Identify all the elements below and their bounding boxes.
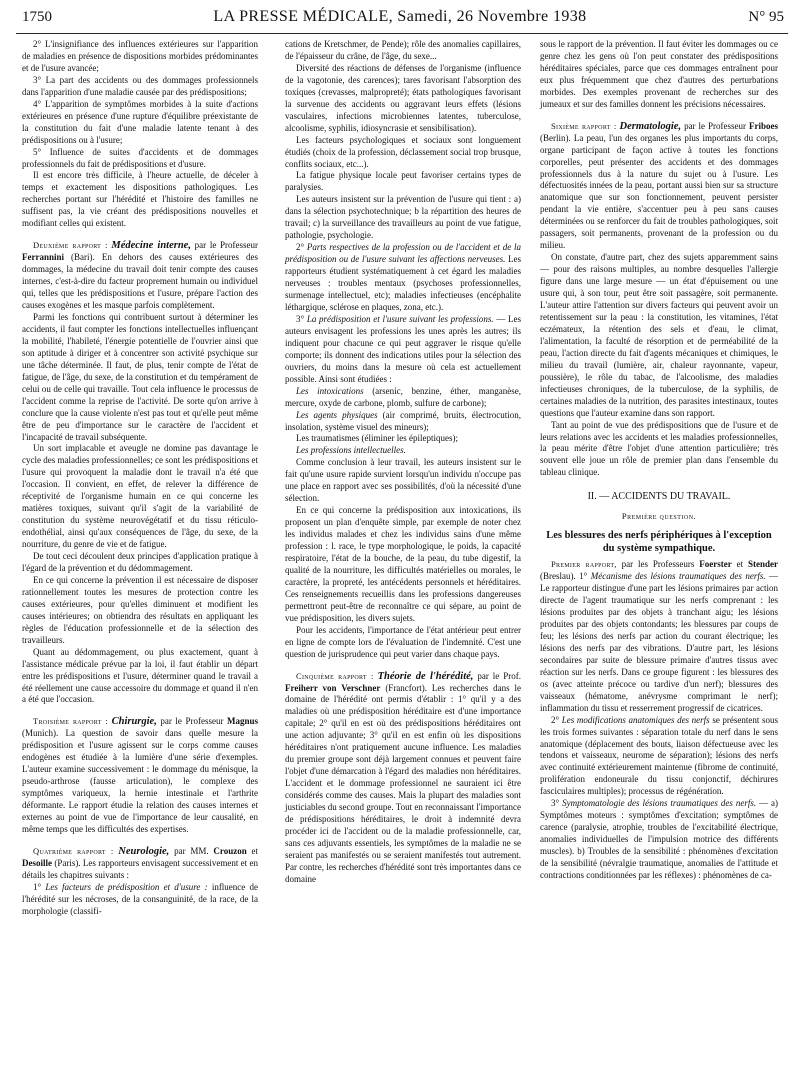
column-middle (285, 39, 521, 886)
author-name: Foerster (699, 559, 732, 570)
author-name: Friboes (749, 120, 778, 131)
author-name: Crouzon (213, 845, 247, 856)
paragraph: 5° Influence de suites d'accidents et de dommages professionnels du fait de prédispositions et d'usure. (22, 146, 258, 169)
paragraph: 2° L'insignifiance des influences extérieures sur l'apparition de maladies en présence de dispositions morbides prédominantes et de l'usure avancée; (22, 39, 258, 73)
subject-title: Les blessures des nerfs périphériques à l'exception du système sympathique. (546, 530, 772, 555)
issue-number: N° 95 (748, 9, 784, 25)
column-right (540, 39, 778, 882)
report-paragraph: Sixième rapport : Dermatologie, par le Professeur Friboes (Berlin). La peau, l'un des organes les plus importants du corps, organe participant de façon active à toutes les fonctions corporelles, peut présenter des accidents et des dommages professionnels dus à la nature du sujet ou à l'usure. Les défectuosités innées de la peau, portant aussi bien sur sa structure anatomique que sur son fonctionnement, peuvent persister pendant la vie entière, s'accentuer peu à peu sans causes déterminées ou se renforcer du fait de troubles pathologiques, soit passagers, soit permanents, provenant de la profession ou du milieu. (540, 120, 778, 251)
paragraph: cations de Kretschmer, de Pende); rôle des anomalies capillaires, de l'épaisseur du crâne, de l'âge, du sexe... (285, 39, 521, 61)
paragraph: Quant au dédommagement, ou plus exactement, quant à l'assistance médicale prévue par la loi, il faut établir un départ entre les prédispositions et l'usure, déterminer quand le travail a été réellement une cause accessoire du dommage et quand il n'en a été que l'occasion. (22, 646, 258, 705)
report-label: Premier rapport, (551, 559, 617, 570)
report-title: Dermatologie, (619, 120, 682, 132)
report-paragraph: Deuxième rapport : Médecine interne, par le Professeur Ferrannini (Bari). En dehors des causes extérieures des dommages, la médecine du travail doit tenir compte des causes internes, c'est-à-dire du facteur proprement humain ou individuel qui, telles que les prédispositions et l'usure, prépare l'action des causes exogènes et les masque parfois complètement. (22, 240, 258, 311)
report-label: Troisième rapport : (33, 716, 109, 727)
report-paragraph: Premier rapport, par les Professeurs Foerster et Stender (Breslau). 1° Mécanisme des lésions traumatiques des nerfs. — Le rapporteur distingue d'une part les lésions primaires par action directe de l'agent traumatique sur les nerfs comprenant : les lésions produites par des objets à tranchant aigu; les lésions produites par des objets contondants; les blessures par coups de feu; les lésions des nerfs par action du courant électrique; les lésions des nerfs par des vibrations. D'autre part, les lésions secondaires par suite de blessure primaire d'autres tissus avec réaction sur les nerfs. Dans ce groupe figurent : les blessures des os (avec atteinte précoce ou tardive d'un nerf); blessures des vaisseaux (hématome, anévrysme comprimant le nerf); inflammation du tissu et resserrement progressif de cicatrices. (540, 559, 779, 713)
list-item: Les traumatismes (éliminer les épileptiques); (296, 433, 458, 444)
list-item: 3° La prédisposition et l'usure suivant les professions. — Les auteurs envisagent les professions les unes après les autres; ils indiquent pour chacune ce qui peut aggraver le risque qu'elle comporte; ils donnent des indications utiles pour la sélection des ouvriers, du moins dans la mesure où cela est actuellement possible. Ainsi sont étudiées : (285, 313, 522, 384)
paragraph: Diversité des réactions de défenses de l'organisme (influence de la vagotonie, des carences); tares favorisant l'absorption des toxiques (crevasses, malpropreté); états pathologiques favorisant la survenue des accidents ou aggravant leurs effets (lésions vasculaires, infections microbiennes latentes, tuberculose, alcoolisme, syphilis, idiosyncrasie et sensibilisation). (285, 62, 521, 133)
paragraph: La fatigue physique locale peut favoriser certains types de paralysies. (285, 170, 521, 193)
report-title: Chirurgie, (111, 716, 157, 728)
author-name: Ferrannini (22, 252, 64, 263)
paragraph: On constate, d'autre part, chez des sujets apparemment sains — pour des raisons multiples, au nombre desquelles l'allergie figure dans une large mesure — un état d'épuisement ou une usure qui, à son tour, peut être soit passagère, soit permanente. L'auteur attire l'attention sur divers facteurs qui peuvent avoir un retentissement sur la peau : la constitution, les vitamines, l'état eczémateux, la rétention des sels et d'eau, le climat, l'alimentation, la faculté de résorption et de perméabilité de la peau, l'action directe du fait d'agents mécaniques et chimiques, le milieu du travail (lumière, air, chaleur rayonnante, vapeur, poussière), le rôle du tabac, de l'alcoolisme, des maladies infectieuses chroniques, de la tuberculose, de la syphilis, de certaines maladies de la nutrition, des parasites intestinaux, toutes questions que l'auteur examine dans son rapport. (540, 252, 778, 418)
list-item: Les agents physiques (air comprimé, bruits, électrocution, insolation, système visuel des mineurs); (285, 409, 521, 432)
journal-title: LA PRESSE MÉDICALE, Samedi, 26 Novembre 1938 (213, 8, 587, 25)
paragraph: Parmi les fonctions qui contribuent surtout à déterminer les accidents, il faut compter les fonctions intellectuelles influençant la mobilité, l'habileté, l'énergie potentielle de l'ouvrier ainsi que son aptitude à diriger et à concentrer son activité psychique sur une tâche déterminée. Il faut, de plus, tenir compte de l'état de fatigue, de l'âge, du sexe, de la constitution et du tempérament de celui ou de celle qui travaille. Tout cela influence le processus de l'accident comme la reprise de l'activité. De sorte qu'on arrive à conclure que la cause violente n'est pas tout et qu'elle peut même être de peu d'importance sur le caractère de l'accident et l'incapacité de travail subséquente. (22, 311, 258, 442)
author-name: Magnus (227, 716, 259, 727)
paragraph: De tout ceci découlent deux principes d'application pratique à l'égard de la prévention et du dédommagement. (22, 551, 258, 573)
paragraph: Les auteurs insistent sur la prévention de l'usure qui tient : a) dans la sélection psychotechnique; b la répartition des heures de travail; c) la surveillance des travailleurs au point de vue fatigue, pathologie, psychologie. (285, 194, 521, 241)
paragraph: En ce qui concerne la prévention il est nécessaire de disposer rationnellement toutes les mesures de protection contre les causes extérieures, pour qu'elles diminuent et modifient les causes intérieures; on obtiendra des résultats en appliquant les règles de l'éducation professionnelle et de la sélection des travailleurs. (22, 574, 258, 645)
section-heading: II. — ACCIDENTS DU TRAVAIL. (587, 491, 731, 503)
page-number: 1750 (22, 9, 52, 25)
list-item: 2° Les modifications anatomiques des nerfs se présentent sous les trois formes suivantes : séparation totale du nerf dans le sens anatomique (déplacement des bouts, liaison défectueuse avec les tendons et vaisseaux, neurome de séparation); lésions des nerfs avec continuité extérieurement maintenue (fibrome de continuité, prolifération endoneurale du tissu conjonctif, déchirures fasciculaires multiples); processus de régénération. (540, 714, 779, 797)
paragraph: Tant au point de vue des prédispositions que de l'usure et de leurs relations avec les accidents et les maladies professionnelles, la peau mérite d'être l'objet d'une attention particulière; très souvent elle joue un rôle de premier plan dans l'ensemble du tableau clinique. (540, 419, 778, 478)
column-left (22, 39, 258, 918)
report-paragraph: Cinquième rapport : Théorie de l'hérédité, par le Prof. Freiherr von Verschner (Francfort). Les recherches dans le domaine de l'hérédité ont permis d'établir : 1° qu'il y a des maladies où une prédisposition héréditaire est d'une importance capitale; 2° qu'il en est où des prédispositions héréditaires ont une action adjuvante; 3° qu'il en est enfin où les dispositions héréditaires n'ont pratiquement aucune influence. Les maladies du premier groupe sont déjà largement connues et peuvent faire l'objet d'une démarcation à l'égard des maladies non héréditaires. L'accident et le dommage professionnel ne sauraient ici être considérés comme des causes. Mais la plupart des maladies sont justiciables du second groupe. Tout en reconnaissant l'importance de prédispositions héréditaires, le droit à indemnité devra procéder ici de l'accident ou de la maladie professionnelle, car, sans ces adjuvants essentiels, les symptômes de la maladie ne se seraient pas manifestés ou se seraient manifestés tout autrement. Par contre, les recherches d'hérédité sont très importantes dans ce domaine (285, 670, 522, 884)
paragraph: 3° La part des accidents ou des dommages professionnels dans l'apparition d'une maladie causée par des prédispositions; (22, 74, 258, 97)
list-item: Les professions intellectuelles. (296, 445, 406, 456)
paragraph: En ce qui concerne la prédisposition aux intoxications, ils proposent un plan d'enquête simple, par exemple de noter chez les individus malades et chez les individus sains d'une même profession : l. race, le type morphologique, le poids, la capacité respiratoire, l'état de la bouche, de la peau, du tube digestif, la qualité de la nourriture, les difficultés matérielles ou morales, le caractère, la propreté, les antécédents personnels et héréditaires. Ces renseignements recueillis dans les professions dangereuses permettront peut-être de reconnaître ce qui sépare, au point de vue prédisposition, les divers sujets. (285, 505, 521, 623)
author-name: Desoille (22, 857, 52, 868)
page-header (0, 0, 800, 34)
paragraph: Il est encore très difficile, à l'heure actuelle, de déceler à temps et exactement les dispositions pathologiques. Les recherches portant sur l'hérédité et l'histoire des familles ne suffisent pas, la vie créant des prédispositions nouvelles et modifiant celles qui existent. (22, 170, 258, 229)
report-paragraph: Troisième rapport : Chirurgie, par le Professeur Magnus (Munich). La question de savoir dans quelle mesure la prédisposition et l'usure agissent sur le corps comme causes endogènes est étudiée à la lumière d'une série d'exemples. L'auteur examine successivement : le dommage du ménisque, la pseudo-arthrose (fausse articulation), le complexe des symptômes variqueux, la hernie intestinale et l'arthrite déformante. Le rapport étudie la relation des causes internes et externes au point de vue de l'importance de leur causalité, en même temps que les difficultés des expertises. (22, 716, 259, 834)
report-label: Quatrième rapport : (33, 845, 114, 856)
paragraph: sous le rapport de la prévention. Il faut éviter les dommages ou ce genre chez les gens où l'on peut constater des prédispositions héréditaires spéciales, parce que ces dommages entraînent pour eux plus fréquemment que chez d'autres des perturbations morbides. Des exemples provenant de recherches sur des jumeaux et sur des familles donnent les précisions nécessaires. (540, 39, 778, 109)
paragraph: Les facteurs psychologiques et sociaux sont longuement étudiés (choix de la profession, déclassement social trop brusque, conflits sociaux, etc...). (285, 134, 521, 169)
paragraph: Comme conclusion à leur travail, les auteurs insistent sur le fait qu'une usure rapide survient lorsqu'un individu n'occupe pas une place en rapport avec ses possibilités, d'où la nécessité d'une sélection. (285, 457, 521, 504)
author-name: Freiherr von Verschner (285, 682, 381, 693)
report-title: Théorie de l'hérédité, (377, 670, 474, 682)
paragraph: Un sort implacable et aveugle ne domine pas davantage le cycle des maladies professionnelles; ce sont les prédispositions et l'usure qui provoquent la maladie dont le travail n'a été que l'occasion. Il convient, en effet, de relever la différence de réceptivité de l'organisme humain en ce qui concerne les matières toxiques, suivant qu'il s'agit de la variabilité de constitution du système neurovégétatif et du tissu réticulo-endothélial, ainsi qu'aux conséquences de l'âge, du sexe, de la nourriture, du genre de vie et de fatigue. (22, 443, 258, 550)
author-name: Stender (748, 559, 779, 570)
report-label: Deuxième rapport : (33, 240, 108, 251)
header-rule (16, 33, 788, 34)
report-title: Neurologie, (118, 845, 170, 857)
report-label: Cinquième rapport : (296, 670, 374, 681)
paragraph: Pour les accidents, l'importance de l'état antérieur peut entrer en ligne de compte lors de l'évaluation de l'indemnité. C'est une question de jurisprudence qui peut varier dans chaque pays. (285, 624, 521, 659)
paragraph: 4° L'apparition de symptômes morbides à la suite d'actions extérieures en présence d'une rupture d'équilibre préexistante de la constitution du fait d'une maladie latente tenant à des prédispositions ou à l'usure; (22, 98, 258, 145)
list-item: 3° Symptomatologie des lésions traumatiques des nerfs. — a) Symptômes moteurs : symptômes d'excitation; symptômes de carence (paralysie, atrophie, troubles de l'excitabilité électrique, anomalies individuelles de l'impulsion motrice des différents muscles). b) Troubles de la sensibilité : phénomènes d'excitation de la sensibilité (névralgie traumatique, anomalies de l'attitude et contractions conditionnées par les réflexes) : phénomènes de ca- (540, 798, 779, 880)
report-label: Sixième rapport : (551, 120, 617, 131)
list-item: 2° Parts respectives de la profession ou de l'accident et de la prédisposition ou de l'usure suivant les affections nerveuses. Les rapporteurs étudient systématiquement à cet égard les maladies nerveuses : troubles mentaux (psychoses professionnelles, surmenage intellectuel, etc); maladies infectieuses (encéphalite léthargique, sclérose en plaques, zona, etc.). (285, 242, 521, 312)
question-label: Première question. (621, 511, 697, 522)
report-title: Médecine interne, (111, 240, 191, 252)
list-item: 1° Les facteurs de prédisposition et d'usure : influence de l'hérédité sur les nécroses, de la consanguinité, de la race, de la morphologie (classifi- (22, 881, 258, 916)
list-item: Les intoxications (arsenic, benzine, éther, manganèse, mercure, oxyde de carbone, plomb, sulfure de carbone); (285, 385, 522, 408)
report-paragraph: Quatrième rapport : Neurologie, par MM. Crouzon et Desoille (Paris). Les rapporteurs envisagent successivement et en détails les chapitres suivants : (22, 845, 259, 880)
